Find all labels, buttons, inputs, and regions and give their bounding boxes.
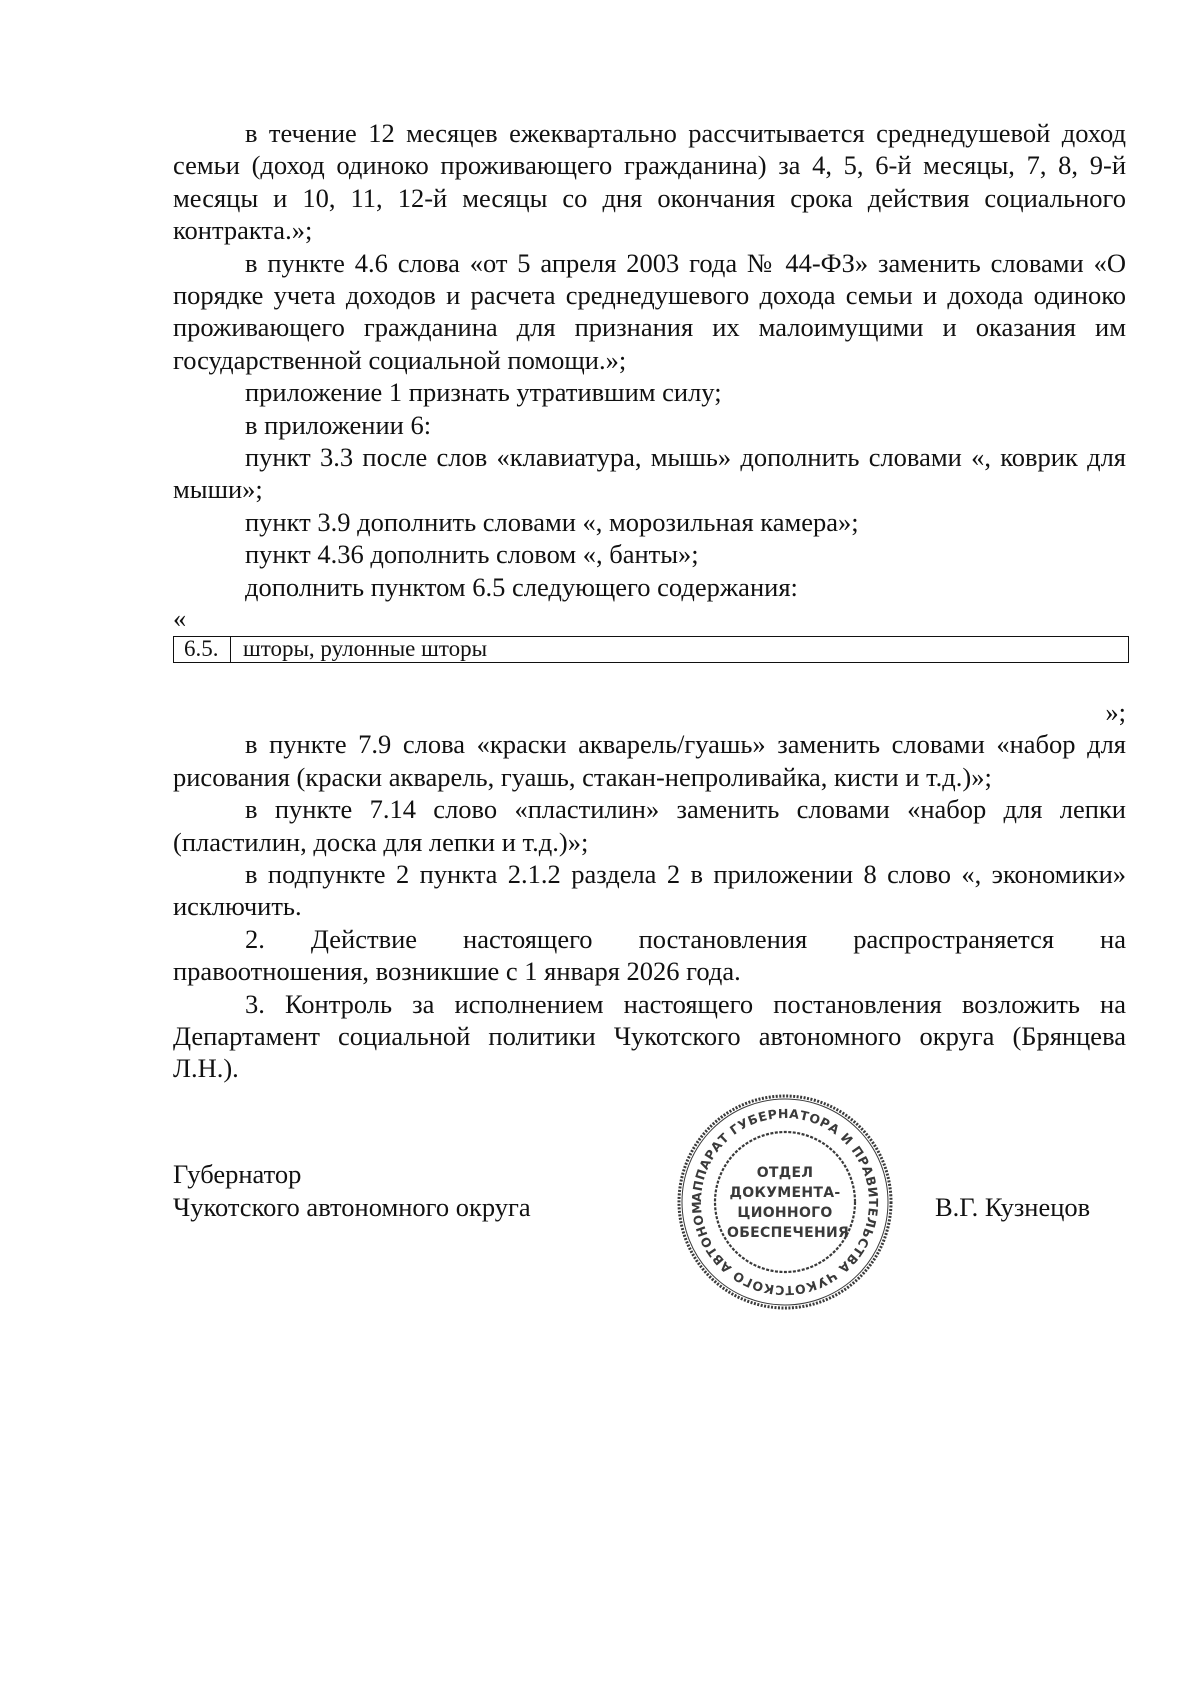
body-text-bottom <box>173 696 1126 1085</box>
stamp-line: ДОКУМЕНТА- <box>729 1185 841 1201</box>
signatory-position-line: Чукотского автономного округа <box>173 1192 531 1222</box>
stamp-center-text <box>727 1163 850 1243</box>
table-cell-text: шторы, рулонные шторы <box>243 636 488 661</box>
official-stamp <box>675 1092 895 1312</box>
paragraph: в подпункте 2 пункта 2.1.2 раздела 2 в приложении 8 слово «, экономики» исключить. <box>173 859 1126 922</box>
body-text-top <box>173 117 1126 603</box>
signatory-name: В.Г. Кузнецов <box>935 1192 1091 1222</box>
stamp-ring-text: АППАРАТ ГУБЕРНАТОРА И ПРАВИТЕЛЬСТВА ЧУКОТСКОГО АВТОНОМ <box>688 1105 882 1299</box>
stamp-line: ЦИОННОГО <box>737 1205 833 1221</box>
amendment-table-row <box>173 636 1129 663</box>
paragraph: пункт 4.36 дополнить словом «, банты»; <box>245 539 699 570</box>
paragraph: в пункте 7.9 слова «краски акварель/гуашь» заменить словами «набор для рисования (краски акварель, гуашь, стакан-непроливайка, кисти и т.д.)»; <box>173 729 1126 792</box>
paragraph: 3. Контроль за исполнением настоящего постановления возложить на Департамент социальной политики Чукотского автономного округа (Брянцева Л.Н.). <box>173 988 1126 1084</box>
signatory-position-line: Губернатор <box>173 1159 302 1189</box>
paragraph: в течение 12 месяцев ежеквартально рассчитывается среднедушевой доход семьи (доход одиноко проживающего гражданина) за 4, 5, 6-й месяцы, 7, 8, 9-й месяцы и 10, 11, 12-й месяцы со дня окончания срока действия социального контракта.»; <box>173 118 1126 246</box>
paragraph: в приложении 6: <box>245 409 432 440</box>
table-cell-number: 6.5. <box>174 637 231 662</box>
paragraph: приложение 1 признать утратившим силу; <box>245 377 722 408</box>
stamp-line: ОТДЕЛ <box>756 1165 814 1181</box>
paragraph: в пункте 4.6 слова «от 5 апреля 2003 года № 44-ФЗ» заменить словами «О порядке учета доходов и расчета среднедушевого дохода семьи и дохода одиноко проживающего гражданина для признания их малоимущими и оказания им государственной социальной помощи.»; <box>173 247 1126 375</box>
paragraph: пункт 3.3 после слов «клавиатура, мышь» дополнить словами «, коврик для мыши»; <box>173 442 1126 505</box>
paragraph: дополнить пунктом 6.5 следующего содержания: <box>245 571 798 602</box>
paragraph: в пункте 7.14 слово «пластилин» заменить словами «набор для лепки (пластилин, доска для лепки и т.д.)»; <box>173 794 1126 857</box>
paragraph: 2. Действие настоящего постановления распространяется на правоотношения, возникшие с 1 января 2026 года. <box>173 923 1126 987</box>
stamp-line: ОБЕСПЕЧЕНИЯ <box>727 1225 850 1241</box>
quote-close-mark: »; <box>1105 697 1126 727</box>
paragraph: пункт 3.9 дополнить словами «, морозильная камера»; <box>245 506 859 537</box>
signatory-position <box>173 1158 531 1224</box>
quote-open-mark: « <box>173 603 187 633</box>
